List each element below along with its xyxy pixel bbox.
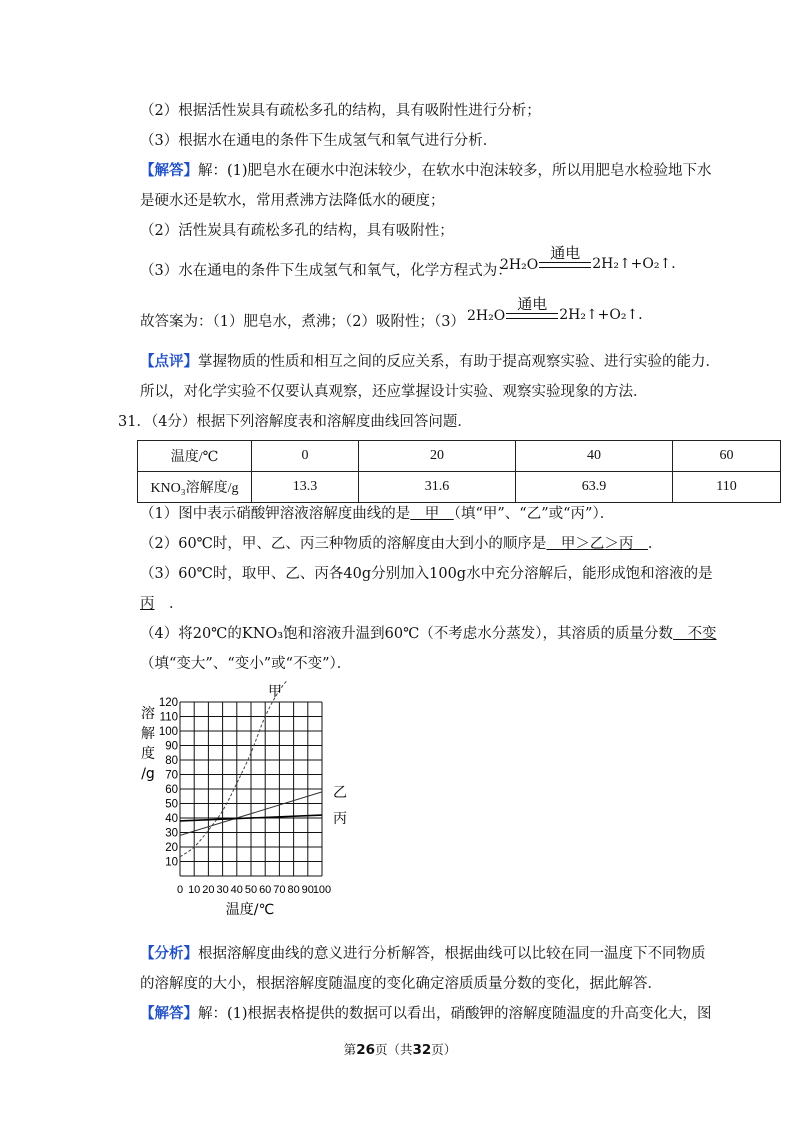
answer-text: 解：(1)肥皂水在硬水中泡沫较少，在软水中泡沫较多，所以用肥皂水检验地下水 (198, 163, 712, 179)
sub-question-4-cont: （填“变大”、“变小”或“不变”）． (140, 656, 352, 672)
x-tick-label: 10 (188, 884, 201, 896)
text-line: 的溶解度的大小，根据溶解度随温度的变化确定溶质质量分数的变化，据此解答． (140, 976, 662, 992)
y-tick-label: 90 (165, 740, 178, 753)
answer-blank: 丙 (140, 596, 155, 612)
answer-text: 解：(1)根据表格提供的数据可以看出，硝酸钾的溶解度随温度的升高变化大，图 (198, 1006, 712, 1022)
y-tick-label: 40 (165, 813, 178, 825)
answer-blank: 不变 (673, 626, 717, 642)
equation-condition: 通电 (517, 295, 548, 313)
table-cell: 0 (252, 441, 359, 472)
chemical-equation (467, 296, 652, 324)
y-tick-label: 10 (165, 856, 178, 869)
table-cell: 温度/℃ (138, 441, 252, 472)
table-cell: 40 (516, 441, 673, 472)
y-tick-label: 50 (165, 798, 178, 811)
y-axis-label: 解 (141, 726, 155, 742)
page-footer: 第26页（共32页） (343, 1042, 457, 1058)
equation-left: 2H₂O (467, 308, 506, 324)
series-label: 甲 (268, 684, 282, 700)
y-tick-label: 120 (158, 697, 178, 709)
final-answer-line: 故答案为：（1）肥皂水，煮沸；（2）吸附性；（3） (140, 314, 465, 330)
equation-arrow (506, 296, 558, 324)
table-cell: 60 (673, 441, 781, 472)
x-tick-label: 100 (312, 884, 332, 896)
review-text: 掌握物质的性质和相互之间的反应关系，有助于提高观察实验、进行实验的能力． (198, 354, 720, 370)
y-tick-label: 60 (165, 784, 178, 796)
text-line: （2）活性炭具有疏松多孔的结构，具有吸附性； (140, 223, 454, 239)
page-number: 26 (356, 1042, 375, 1058)
review-line (140, 352, 720, 372)
text-line: （3）根据水在通电的条件下生成氢气和氧气进行分析． (140, 133, 498, 149)
sub-question-4: （4）将20℃的KNO₃饱和溶液升温到60℃（不考虑水分蒸发），其溶质的质量分数 不变 (140, 626, 717, 642)
review-tag: 【点评】 (140, 353, 198, 370)
table-row (138, 441, 781, 472)
x-tick-label: 40 (230, 884, 243, 896)
y-tick-label: 30 (165, 827, 178, 840)
page-total: 32 (412, 1042, 432, 1058)
question-heading: 31．（4分）根据下列溶解度表和溶解度曲线回答问题． (118, 414, 472, 430)
text-line: 是硬水还是软水，常用煮沸方法降低水的硬度； (140, 193, 445, 209)
equation-right: 2H₂↑+O₂↑． (592, 256, 686, 272)
sub-question-3-cont: 丙 ． (140, 596, 184, 612)
x-tick-label: 30 (216, 884, 229, 896)
table-cell: 110 (673, 472, 781, 503)
solubility-curve-chart (130, 680, 370, 920)
x-tick-label: 20 (202, 884, 215, 896)
equation-right: 2H₂↑+O₂↑． (559, 307, 653, 323)
table-cell: KNO₃溶解度/g (138, 472, 252, 503)
x-tick-label: 80 (287, 884, 300, 896)
x-tick-label: 70 (273, 884, 286, 896)
text-line: 所以，对化学实验不仅要认真观察，还应掌握设计实验、观察实验现象的方法． (140, 384, 648, 400)
y-axis-label: 度 (141, 746, 155, 762)
analysis-tag: 【分析】 (140, 945, 198, 962)
table-cell: 13.3 (252, 472, 359, 503)
answer-blank: 甲＞乙＞丙 (546, 536, 648, 552)
series-label: 丙 (333, 811, 347, 828)
sub-question-3: （3）60℃时，取甲、乙、丙各40g分别加入100g水中充分溶解后，能形成饱和溶液的是 (140, 566, 713, 582)
y-axis-label: /g (141, 766, 155, 782)
sub-question-1: （1）图中表示硝酸钾溶液溶解度曲线的是 甲 （填“甲”、“乙”或“丙”）． (140, 506, 615, 522)
x-tick-label: 60 (259, 884, 272, 896)
answer-tag: 【解答】 (140, 162, 198, 179)
answer-blank: 甲 (410, 506, 454, 522)
equation-arrow (539, 245, 591, 273)
table-cell: 20 (359, 441, 516, 472)
analysis-text: 根据溶解度曲线的意义进行分析解答，根据曲线可以比较在同一温度下不同物质 (198, 946, 706, 962)
chemical-equation (500, 245, 685, 273)
answer-line (140, 1004, 712, 1024)
y-tick-label: 110 (159, 711, 178, 724)
equation-line-label: （3）水在通电的条件下生成氢气和氧气，化学方程式为： (140, 263, 512, 279)
x-tick-label: 0 (176, 884, 184, 896)
answer-line (140, 161, 712, 181)
text-line: （2）根据活性炭具有疏松多孔的结构，具有吸附性进行分析； (140, 103, 541, 119)
series-label: 乙 (333, 784, 347, 801)
table-cell: 31.6 (359, 472, 516, 503)
equation-left: 2H₂O (500, 257, 539, 273)
analysis-line (140, 944, 706, 964)
x-tick-label: 90 (301, 884, 314, 896)
y-tick-label: 70 (165, 769, 178, 782)
x-tick-label: 50 (244, 884, 258, 896)
x-axis-label: 温度/℃ (225, 902, 275, 918)
y-axis-label: 溶 (141, 706, 155, 722)
table-row (138, 472, 781, 503)
equation-condition: 通电 (550, 244, 581, 262)
y-tick-label: 20 (165, 842, 178, 854)
answer-tag: 【解答】 (140, 1005, 198, 1022)
table-cell: 63.9 (516, 472, 673, 503)
sub-question-2: （2）60℃时，甲、乙、丙三种物质的溶解度由大到小的顺序是 甲＞乙＞丙 ． (140, 536, 663, 552)
y-tick-label: 80 (165, 755, 178, 767)
y-tick-label: 100 (158, 726, 178, 738)
solubility-table (137, 440, 781, 503)
